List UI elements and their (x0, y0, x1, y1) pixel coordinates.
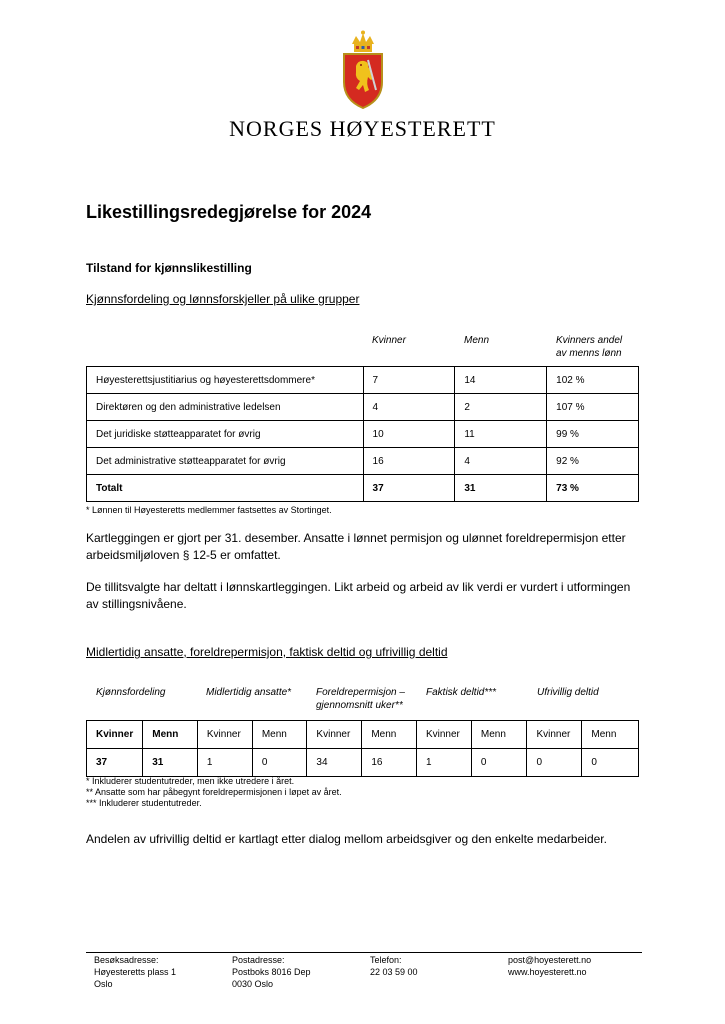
table-row (87, 448, 639, 475)
table-cell: 0 (471, 749, 527, 777)
table1-col-andel: Kvinners andel av menns lønn (556, 335, 623, 359)
section-heading: Tilstand for kjønnslikestilling (86, 261, 252, 275)
table2-group-midlertidig: Midlertidig ansatte* (206, 687, 292, 698)
table2-group-kjonnsfordeling: Kjønnsfordeling (96, 687, 166, 698)
table-cell: Det administrative støtteapparatet for øvrig (87, 448, 364, 475)
footer-divider (86, 952, 642, 953)
table-cell: Direktøren og den administrative ledelsen (87, 394, 364, 421)
table-cell: Totalt (87, 475, 364, 502)
table-cell: Kvinner (87, 721, 143, 749)
table-cell: 7 (363, 367, 455, 394)
table-total-row (87, 475, 639, 502)
footnote: *** Inkluderer studentutreder. (86, 798, 202, 808)
footer-phone: Telefon: 22 03 59 00 (370, 955, 418, 977)
footer-postal-address: Postadresse: Postboks 8016 Dep 0030 Oslo (232, 955, 311, 989)
table-cell: 34 (307, 749, 362, 777)
table-cell: Kvinner (307, 721, 362, 749)
temporary-leave-parttime-table (86, 720, 639, 777)
table-header-row (87, 721, 639, 749)
table-row (87, 367, 639, 394)
table-cell: 92 % (547, 448, 639, 475)
table-cell: 0 (252, 749, 307, 777)
table-cell: 0 (527, 749, 582, 777)
table-cell: Menn (143, 721, 198, 749)
table-cell: Høyesterettsjustitiarius og høyesterettsdommere* (87, 367, 364, 394)
table-cell: Kvinner (527, 721, 582, 749)
table-cell: 31 (455, 475, 547, 502)
table-cell: 2 (455, 394, 547, 421)
table-cell: 0 (582, 749, 639, 777)
table-cell: 4 (363, 394, 455, 421)
table-cell: Menn (471, 721, 527, 749)
gender-salary-table (86, 366, 639, 502)
footer-visit-address: Besøksadresse: Høyesteretts plass 1 Oslo (94, 955, 177, 989)
table-cell: 73 % (547, 475, 639, 502)
footnote: ** Ansatte som har påbegynt foreldrepermisjonen i løpet av året. (86, 787, 342, 797)
footer-contact (508, 954, 591, 978)
norwegian-coat-of-arms-icon (338, 30, 388, 110)
paragraph-survey-date: Kartleggingen er gjort per 31. desember. Ansatte i lønnet permisjon og ulønnet foreldrepermisjon etter arbeidsmiljøloven § 12-5 er omfattet. (86, 531, 626, 562)
table-row (87, 421, 639, 448)
table-cell: Menn (362, 721, 417, 749)
table2-heading: Midlertidig ansatte, foreldrepermisjon, faktisk deltid og ufrivillig deltid (86, 645, 448, 659)
page-title: Likestillingsredegjørelse for 2024 (86, 202, 372, 222)
table-cell: 10 (363, 421, 455, 448)
paragraph-involuntary-parttime: Andelen av ufrivillig deltid er kartlagt etter dialog mellom arbeidsgiver og den enkelte medarbeider. (86, 832, 607, 846)
table-cell: Menn (252, 721, 307, 749)
table2-group-faktisk-deltid: Faktisk deltid*** (426, 687, 497, 698)
table-cell: 1 (197, 749, 252, 777)
table2-footnotes (86, 776, 342, 809)
table1-col-kvinner: Kvinner (372, 335, 406, 346)
table2-group-ufrivillig-deltid: Ufrivillig deltid (537, 687, 599, 698)
table-cell: 102 % (547, 367, 639, 394)
table-cell: 99 % (547, 421, 639, 448)
table-cell: 107 % (547, 394, 639, 421)
table-row (87, 749, 639, 777)
table-cell: Kvinner (416, 721, 471, 749)
table-cell: 4 (455, 448, 547, 475)
footer-website-link[interactable]: www.hoyesterett.no (508, 967, 587, 977)
table-cell: 37 (87, 749, 143, 777)
paragraph-union-reps: De tillitsvalgte har deltatt i lønnskartleggingen. Likt arbeid og arbeid av lik verdi er vurdert i utformingen av stillingsnivåene. (86, 580, 631, 611)
footnote: * Inkluderer studentutreder, men ikke utredere i året. (86, 776, 295, 786)
table-cell: 37 (363, 475, 455, 502)
table-cell: 1 (416, 749, 471, 777)
table-cell: Det juridiske støtteapparatet for øvrig (87, 421, 364, 448)
table-cell: 14 (455, 367, 547, 394)
table-cell: 16 (363, 448, 455, 475)
table-cell: 16 (362, 749, 417, 777)
footer-email-link[interactable]: post@hoyesterett.no (508, 955, 592, 965)
table1-col-menn: Menn (464, 335, 490, 346)
table1-footnote: * Lønnen til Høyesteretts medlemmer fastsettes av Stortinget. (86, 505, 332, 515)
table1-heading: Kjønnsfordeling og lønnsforskjeller på ulike grupper (86, 292, 360, 306)
table-cell: 11 (455, 421, 547, 448)
table-row (87, 394, 639, 421)
table-cell: Menn (582, 721, 639, 749)
organization-name: NORGES HØYESTERETT (229, 116, 496, 141)
table-cell: Kvinner (197, 721, 252, 749)
table-cell: 31 (143, 749, 198, 777)
table2-group-foreldrepermisjon: Foreldrepermisjon – gjennomsnitt uker** (316, 687, 405, 711)
